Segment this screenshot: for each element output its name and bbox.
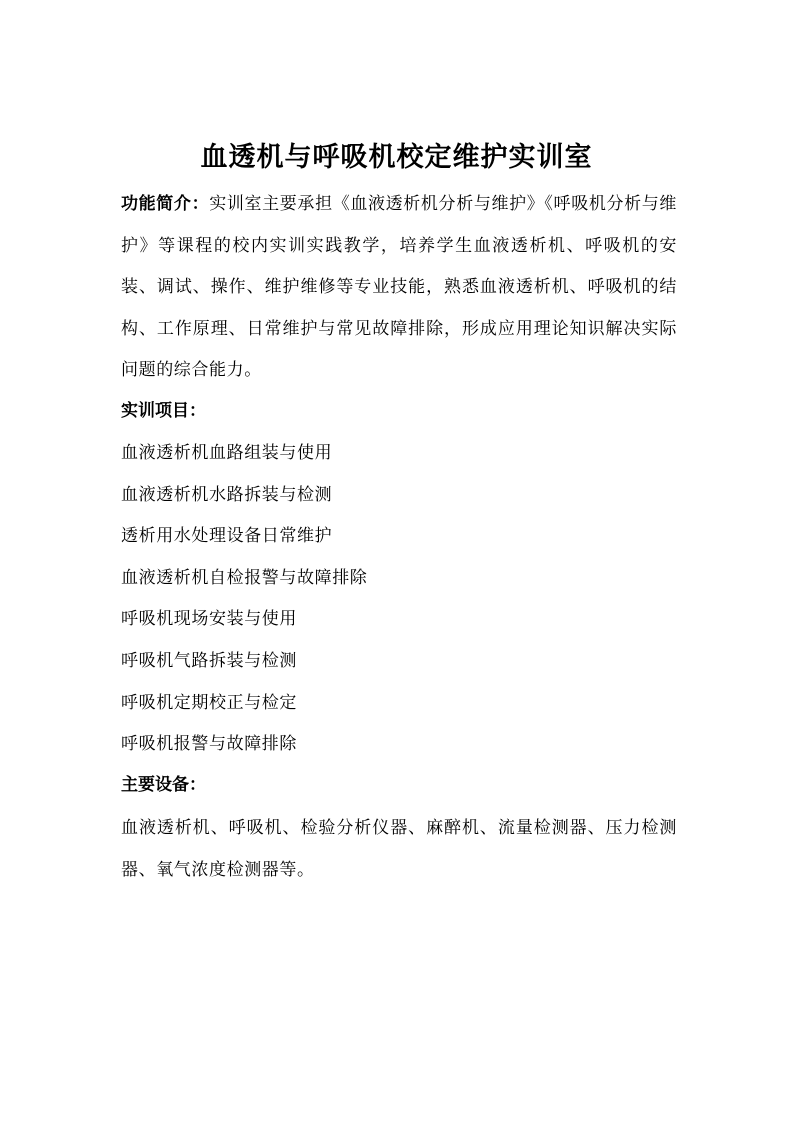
equipment-heading: 主要设备： [121,775,206,795]
intro-paragraph [121,184,677,392]
list-item: 呼吸机现场安装与使用 [121,609,297,630]
list-item: 呼吸机报警与故障排除 [121,734,297,755]
list-item: 透析用水处理设备日常维护 [121,526,333,547]
projects-list [121,433,367,766]
intro-text: 实训室主要承担《血液透析机分析与维护》《呼吸机分析与维护》等课程的校内实训实践教学，培养学生血液透析机、呼吸机的安装、调试、操作、维护维修等专业技能，熟悉血液透析机、呼吸机的结构、工作原理、日常维护与常见故障排除，形成应用理论知识解决实际问题的综合能力。 [121,194,678,380]
projects-heading: 实训项目： [121,401,206,421]
equipment-text: 血液透析机、呼吸机、检验分析仪器、麻醉机、流量检测器、压力检测器、氧气浓度检测器等。 [121,818,677,880]
list-item: 血液透析机水路拆装与检测 [121,484,333,505]
list-item: 呼吸机气路拆装与检测 [121,650,297,671]
list-item: 血液透析机血路组装与使用 [121,443,333,463]
page-title: 血透机与呼吸机校定维护实训室 [200,142,593,174]
intro-label: 功能简介： [121,194,210,214]
list-item: 呼吸机定期校正与检定 [121,692,297,713]
list-item: 血液透析机自检报警与故障排除 [121,567,368,588]
